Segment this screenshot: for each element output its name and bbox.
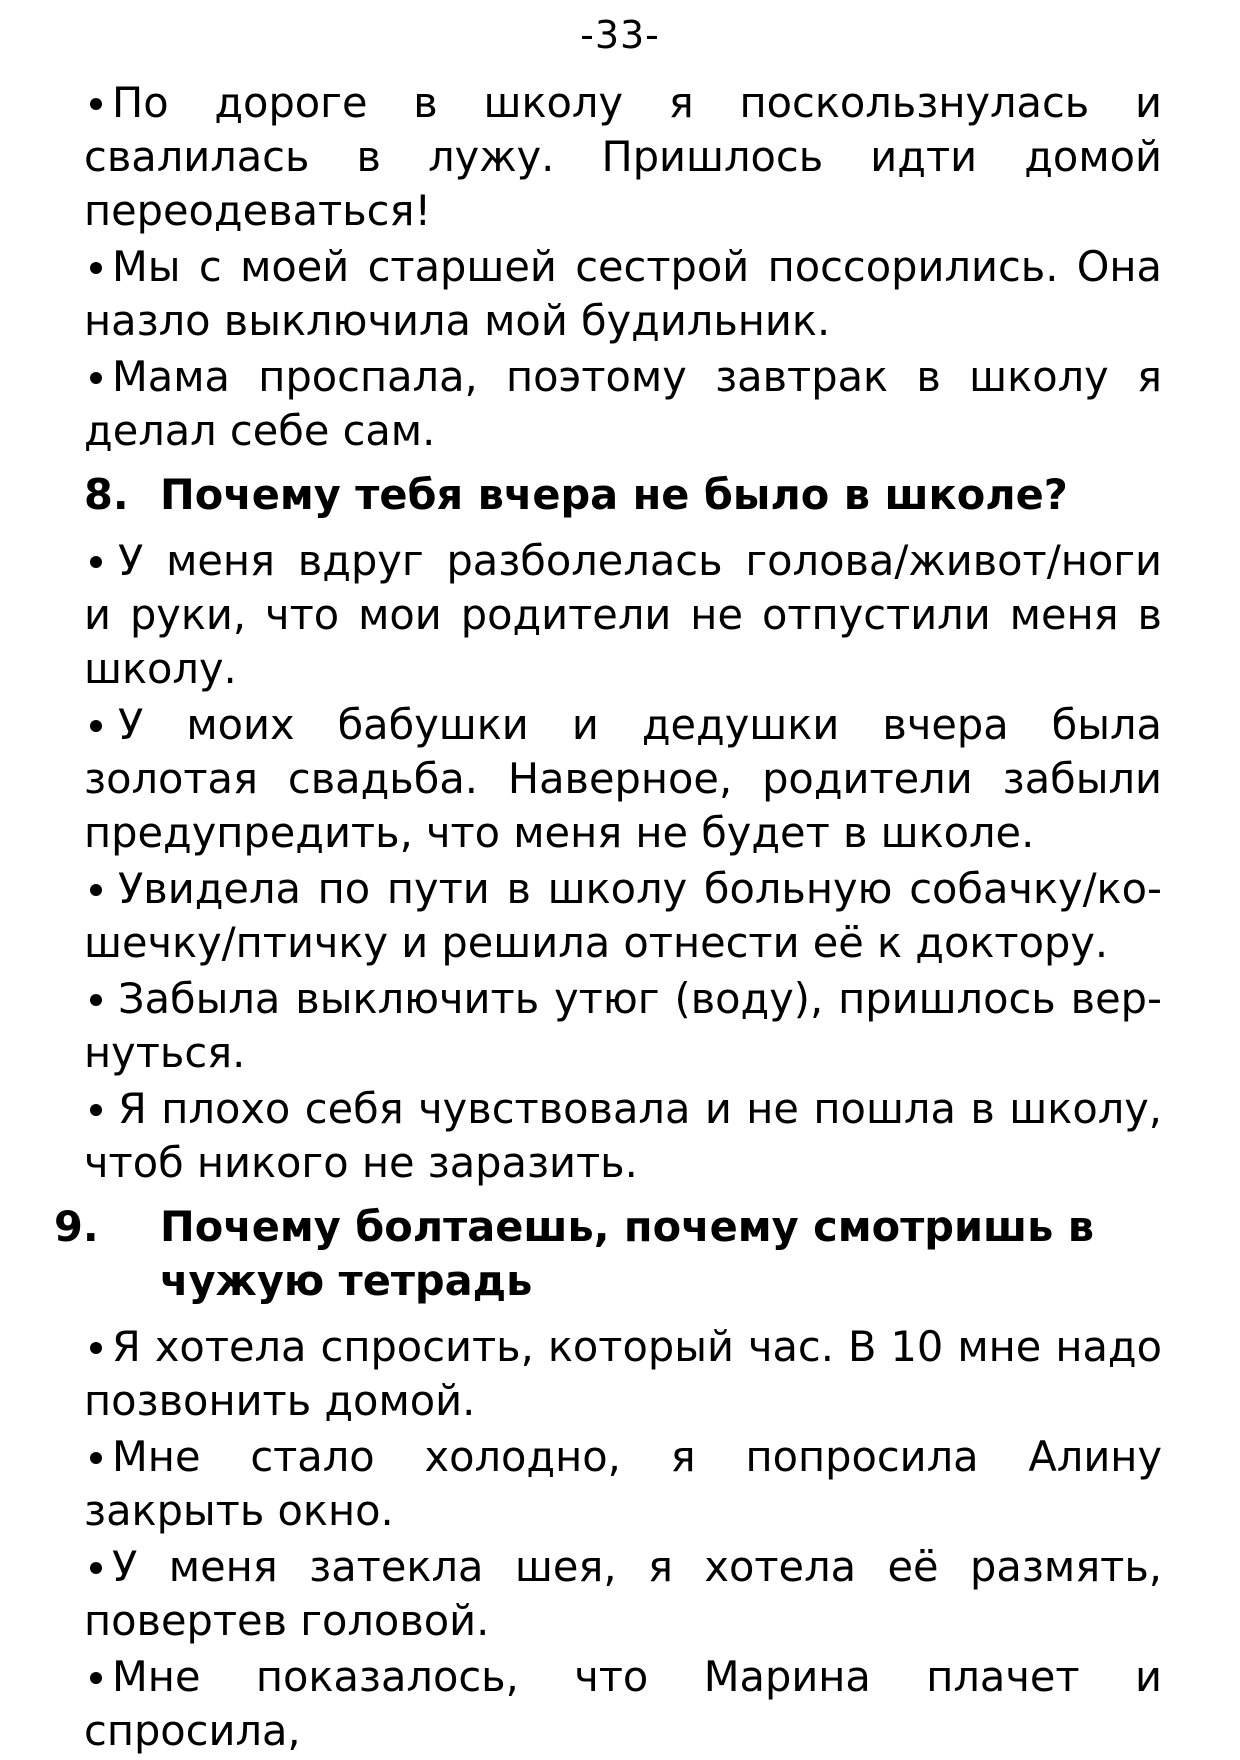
list-item-text: У моих бабушки и дедушки вчера была золотая свадьба. Наверное, родители забыли предупредить, что меня не будет в школе. <box>84 700 1162 857</box>
page-content <box>54 76 1162 1760</box>
bullet-icon <box>90 556 102 568</box>
list-item <box>84 1650 1162 1758</box>
section-title: Почему тебя вчера не было в школе? <box>160 470 1068 519</box>
bullet-icon <box>90 884 102 896</box>
list-item <box>84 1320 1162 1428</box>
bullet-icon <box>90 994 102 1006</box>
bullet-icon <box>90 98 102 110</box>
list-item <box>84 1082 1162 1190</box>
bullet-icon <box>90 1452 102 1464</box>
bullet-icon <box>90 1104 102 1116</box>
bullet-icon <box>90 1562 102 1574</box>
list-item <box>84 1430 1162 1538</box>
list-item <box>84 698 1162 860</box>
section-number: 8. <box>84 470 129 519</box>
list-item <box>84 972 1162 1080</box>
bullet-icon <box>90 372 102 384</box>
section-number: 9. <box>54 1202 99 1251</box>
bullet-icon <box>90 262 102 274</box>
list-item-text: Мне показалось, что Марина плачет и спросила, <box>84 1652 1162 1755</box>
list-item <box>84 240 1162 348</box>
bullet-icon <box>90 720 102 732</box>
list-item <box>84 350 1162 458</box>
list-item <box>84 862 1162 970</box>
list-item-text: Я плохо себя чувствовала и не пошла в школу, чтоб никого не заразить. <box>84 1084 1162 1187</box>
section-heading-9 <box>54 1200 1162 1308</box>
list-item-text: Увидела по пути в школу больную собачку/кошечку/птичку и решила отнести её к доктору. <box>84 864 1162 967</box>
bullet-icon <box>90 1342 102 1354</box>
list-item-text: У меня вдруг разболелась голова/живот/ноги и руки, что мои родители не отпустили меня в школу. <box>84 536 1162 693</box>
list-item <box>84 534 1162 696</box>
list-item-text: Я хотела спросить, который час. В 10 мне надо позвонить домой. <box>84 1322 1162 1425</box>
section-title: Почему болтаешь, почему смотришь в чужую тетрадь <box>160 1202 1095 1305</box>
bullet-icon <box>90 1672 102 1684</box>
list-item-text: Мне стало холодно, я попросила Алину закрыть окно. <box>84 1432 1162 1535</box>
list-item <box>84 76 1162 238</box>
list-item-text: У меня затекла шея, я хотела её размять, повертев головой. <box>84 1542 1162 1645</box>
section-heading-8 <box>84 468 1162 522</box>
list-item-text: По дороге в школу я поскользнулась и свалилась в лужу. Пришлось идти домой переодеваться! <box>84 78 1162 235</box>
list-item-text: Забыла выключить утюг (воду), пришлось вернуться. <box>84 974 1162 1077</box>
page-number: -33- <box>580 13 660 57</box>
list-item-text: Мы с моей старшей сестрой поссорились. Она назло выключила мой будильник. <box>84 242 1162 345</box>
list-item <box>84 1540 1162 1648</box>
list-item-text: Мама проспала, поэтому завтрак в школу я делал себе сам. <box>84 352 1162 455</box>
